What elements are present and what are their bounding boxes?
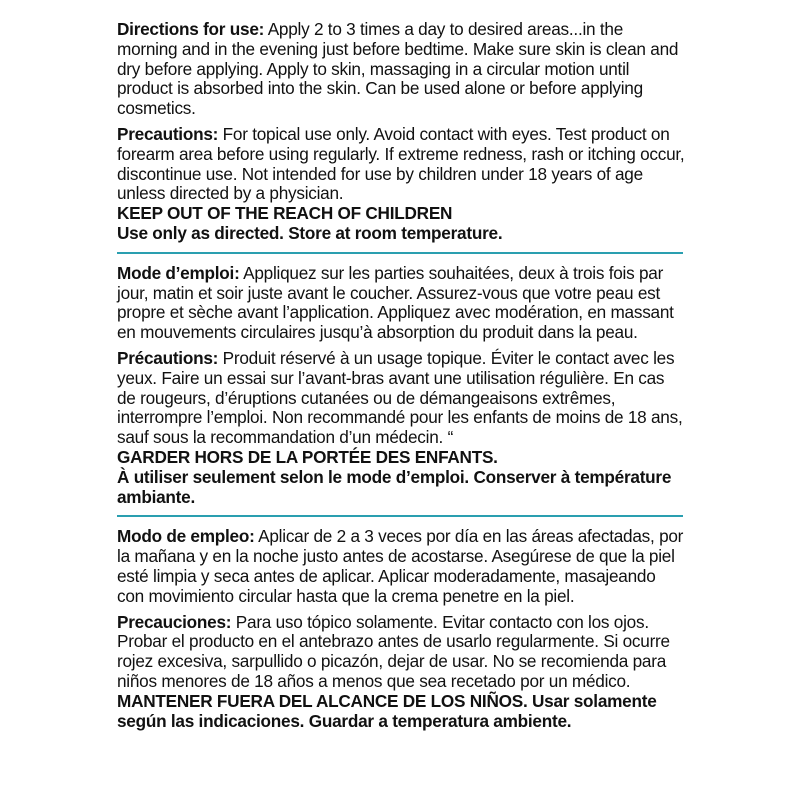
fr-directions <box>117 264 687 343</box>
fr-precautions-text: Produit réservé à un usage topique. Éviter le contact avec les yeux. Faire un essai sur l’avant-bras avant une utilisation régulière. En cas de rougeurs, d’éruptions cutanées ou de démangeaisons extrêmes, interrompre l’emploi. Non recommandé pour les enfants de moins de 18 ans, sauf sous la recommandation d’un médecin. “ <box>117 347 683 448</box>
fr-warning-storage: À utiliser seulement selon le mode d’emploi. Conserver à température ambiante. <box>117 466 672 507</box>
en-directions-label: Directions for use: <box>117 19 265 39</box>
es-precautions-text: Para uso tópico solamente. Evitar contacto con los ojos. Probar el producto en el antebrazo antes de usarlo regularmente. Si ocurre rojez excesiva, sarpullido o picazón, dejar de usar. No se recomienda para niños menores de 18 años a menos que sea recetado por un médico. <box>117 611 670 691</box>
en-warning-storage: Use only as directed. Store at room temperature. <box>117 222 503 243</box>
section-divider <box>117 252 683 254</box>
fr-warning-children: GARDER HORS DE LA PORTÉE DES ENFANTS. <box>117 446 498 467</box>
es-precautions-label: Precauciones: <box>117 611 232 632</box>
label-text-column <box>117 20 687 731</box>
es-precautions <box>117 613 687 692</box>
es-directions <box>117 527 687 606</box>
fr-directions-text: Appliquez sur les parties souhaitées, deux à trois fois par jour, matin et soir juste avant le coucher. Assurez-vous que votre peau est propre et sèche avant l’application. Appliquez avec modération, en massant en mouvements circulaires jusqu’à absorption du produit dans la peau. <box>117 262 674 343</box>
en-precautions-text: For topical use only. Avoid contact with eyes. Test product on forearm area before using regularly. If extreme redness, rash or itching occur, discontinue use. Not intended for use by children under 18 years of age unless directed by a physician. <box>117 123 685 204</box>
section-divider <box>117 515 683 517</box>
en-precautions <box>117 125 687 204</box>
es-directions-label: Modo de empleo: <box>117 526 255 547</box>
en-precautions-label: Precautions: <box>117 123 219 144</box>
fr-precautions <box>117 349 687 448</box>
es-directions-text: Aplicar de 2 a 3 veces por día en las áreas afectadas, por la mañana y en la noche justo antes de acostarse. Asegúrese de que la piel esté limpia y seca antes de aplicar. Aplicar moderadamente, masajeando con movimiento circular hasta que la crema penetre en la piel. <box>117 526 684 606</box>
french-section <box>117 264 687 508</box>
en-warning-children: KEEP OUT OF THE REACH OF CHILDREN <box>117 203 453 224</box>
en-directions-text: Apply 2 to 3 times a day to desired areas...in the morning and in the evening just before bedtime. Make sure skin is clean and dry before applying. Apply to skin, massaging in a circular motion until product is absorbed into the skin. Can be used alone or before applying cosmetics. <box>117 19 679 119</box>
en-directions <box>117 20 687 119</box>
english-section <box>117 20 687 244</box>
fr-precautions-label: Précautions: <box>117 347 219 368</box>
fr-directions-label: Mode d’emploi: <box>117 262 240 283</box>
es-warning: MANTENER FUERA DEL ALCANCE DE LOS NIÑOS. Usar solamente según las indicaciones. Guardar a temperatura ambiente. <box>117 690 657 731</box>
spanish-section <box>117 527 687 731</box>
